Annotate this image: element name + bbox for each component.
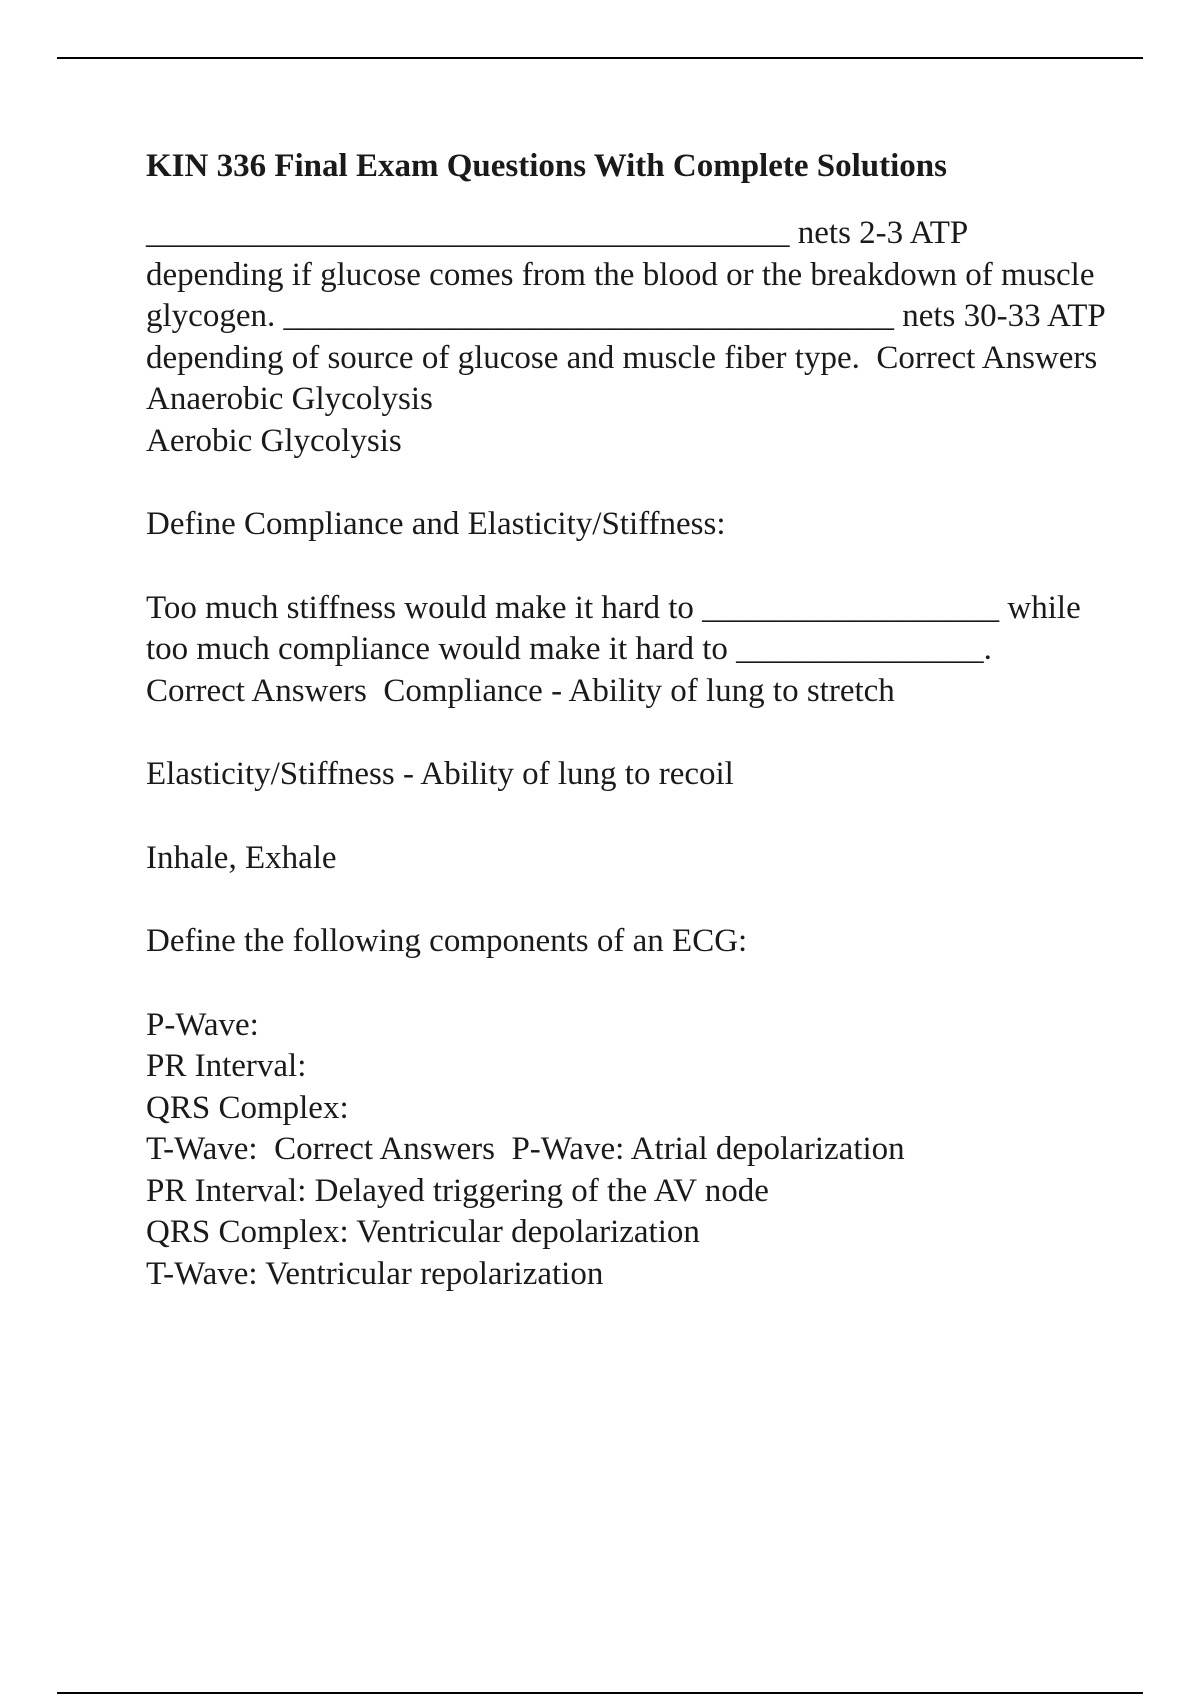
question-stiffness-compliance: Too much stiffness would make it hard to __________________ while too much compliance would make it hard to _______________. Correct Answers Compliance - Ability of lung to stretch — [146, 589, 1089, 709]
question-ecg-heading: Define the following components of an ECG: — [146, 923, 748, 959]
answer-inhale-exhale: Inhale, Exhale — [146, 839, 337, 876]
answer-elasticity-stiffness: Elasticity/Stiffness - Ability of lung to recoil — [146, 756, 734, 792]
document-body — [146, 140, 1106, 1337]
top-rule — [57, 57, 1143, 59]
document-title: KIN 336 Final Exam Questions With Complete Solutions — [146, 148, 947, 184]
question-atp-glycolysis: _______________________________________ nets 2-3 ATP depending if glucose comes from the blood or the breakdown of muscle glycogen. _____________________________________ nets 30-33 ATP depending of source of glucose and muscle fiber type. Correct Answers Anaerobic Glycolysis Aerobic Glycolysis — [146, 215, 1105, 459]
question-compliance-heading: Define Compliance and Elasticity/Stiffness: — [146, 506, 726, 542]
bottom-rule — [57, 1692, 1143, 1694]
question-ecg-components: P-Wave: PR Interval: QRS Complex: T-Wave: Correct Answers P-Wave: Atrial depolarization PR Interval: Delayed triggering of the AV node QRS Complex: Ventricular depolarization T-Wave: Ventricular repolarization — [146, 1006, 905, 1292]
